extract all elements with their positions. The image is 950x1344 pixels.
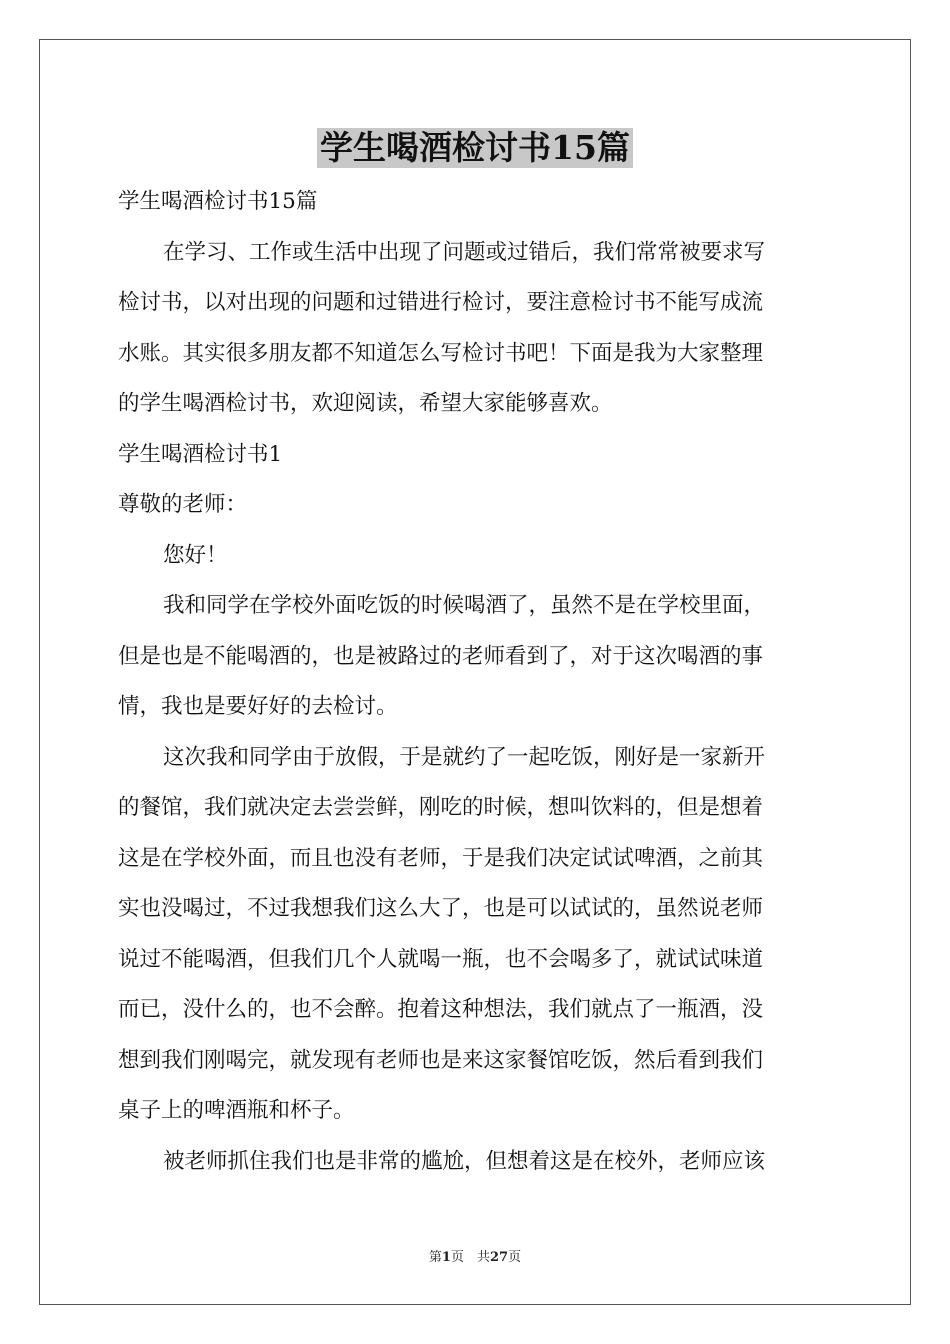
page-suffix: 页 <box>508 1250 522 1265</box>
paragraph-line: 情，我也是要好好的去检讨。 <box>118 694 398 719</box>
page-mid: 页 共 <box>450 1250 490 1265</box>
intro-line: 检讨书，以对出现的问题和过错进行检讨，要注意检讨书不能写成流 <box>118 290 764 315</box>
salutation: 尊敬的老师： <box>118 492 248 517</box>
subtitle-line: 学生喝酒检讨书15篇 <box>118 189 318 214</box>
paragraph-line: 但是也是不能喝酒的，也是被路过的老师看到了，对于这次喝酒的事 <box>118 643 764 669</box>
paragraph-line: 这次我和同学由于放假，于是就约了一起吃饭，刚好是一家新开 <box>163 744 766 770</box>
intro-line: 水账。其实很多朋友都不知道怎么写检讨书吧！下面是我为大家整理 <box>118 340 764 366</box>
title-container <box>0 128 950 168</box>
paragraph-line: 的餐馆，我们就决定去尝尝鲜，刚吃的时候，想叫饮料的，但是想着 <box>118 795 764 820</box>
paragraph-line: 我和同学在学校外面吃饭的时候喝酒了，虽然不是在学校里面， <box>163 593 766 618</box>
paragraph-line: 被老师抓住我们也是非常的尴尬，但想着这是在校外，老师应该 <box>163 1148 766 1174</box>
paragraph-line: 桌子上的啤酒瓶和杯子。 <box>118 1098 355 1123</box>
page-current: 1 <box>441 1250 451 1265</box>
page-footer <box>0 1246 950 1265</box>
page-total: 27 <box>489 1250 509 1265</box>
paragraph-line: 说过不能喝酒，但我们几个人就喝一瓶，也不会喝多了，就试试味道 <box>118 946 764 972</box>
paragraph-line: 想到我们刚喝完，就发现有老师也是来这家餐馆吃饭，然后看到我们 <box>118 1047 764 1073</box>
paragraph-line: 而已，没什么的，也不会醉。抱着这种想法，我们就点了一瓶酒，没 <box>118 997 764 1022</box>
document-title: 学生喝酒检讨书15篇 <box>317 128 633 168</box>
document-body <box>118 177 834 1187</box>
page-prefix: 第 <box>428 1250 442 1265</box>
intro-line: 的学生喝酒检讨书，欢迎阅读，希望大家能够喜欢。 <box>118 391 613 416</box>
paragraph-line: 这是在学校外面，而且也没有老师，于是我们决定试试啤酒，之前其 <box>118 845 764 871</box>
section-heading: 学生喝酒检讨书1 <box>118 441 283 467</box>
intro-line: 在学习、工作或生活中出现了问题或过错后，我们常常被要求写 <box>163 239 766 265</box>
paragraph-line: 实也没喝过，不过我想我们这么大了，也是可以试试的，虽然说老师 <box>118 896 764 921</box>
greeting: 您好！ <box>163 542 228 568</box>
